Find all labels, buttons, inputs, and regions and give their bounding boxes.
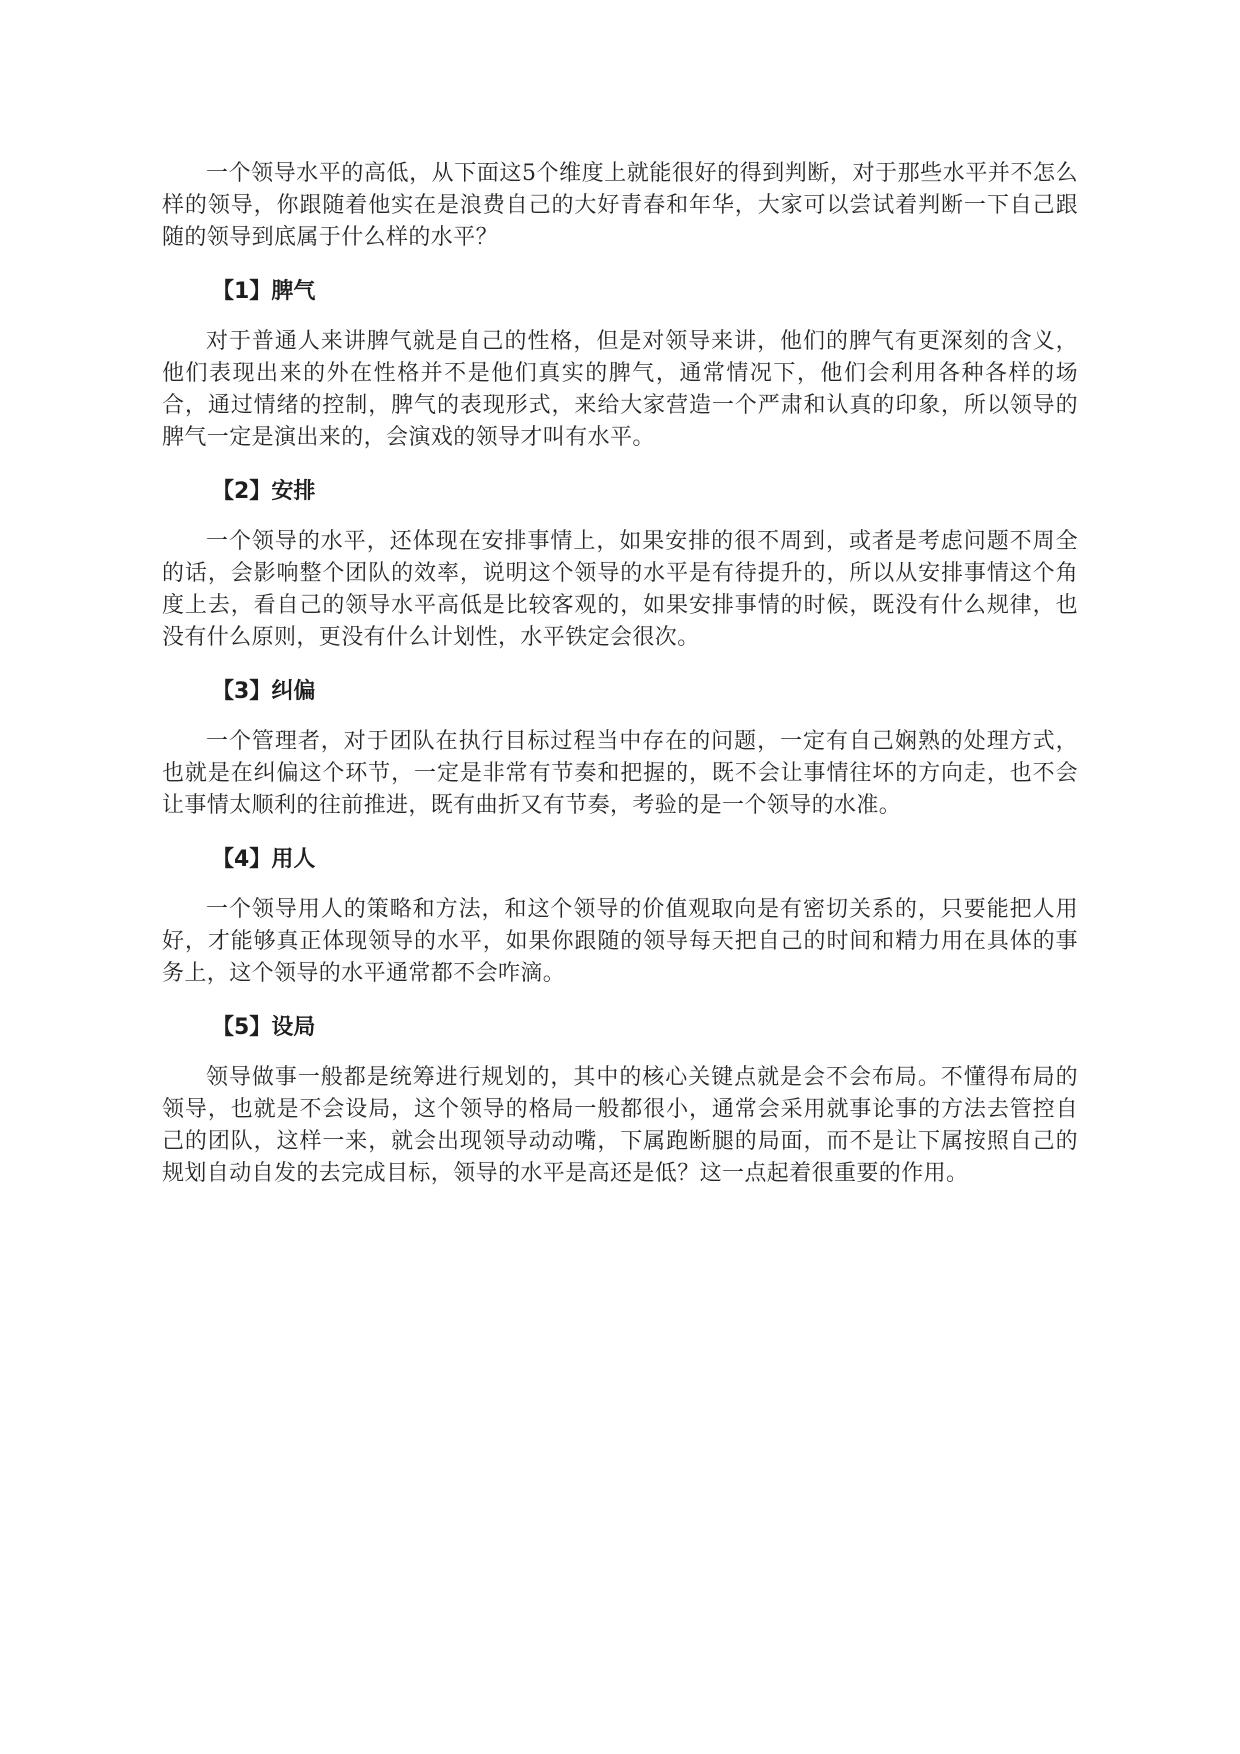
section-number: 【1】 [212,279,272,304]
section-heading-5 [162,1012,1078,1044]
section-title: 纠偏 [271,679,316,704]
section-body-4: 一个领导用人的策略和方法，和这个领导的价值观取向是有密切关系的，只要能把人用好，才能够真正体现领导的水平，如果你跟随的领导每天把自己的时间和精力用在具体的事务上，这个领导的水平通常都不会咋滴。 [162,897,1078,986]
section-heading-2 [162,476,1078,508]
section-body-2: 一个领导的水平，还体现在安排事情上，如果安排的很不周到，或者是考虑问题不周全的话，会影响整个团队的效率，说明这个领导的水平是有待提升的，所以从安排事情这个角度上去，看自己的领导水平高低是比较客观的，如果安排事情的时候，既没有什么规律，也没有什么原则，更没有什么计划性，水平铁定会很次。 [162,529,1078,650]
section-heading-4 [162,844,1078,876]
intro-paragraph: 一个领导水平的高低，从下面这5个维度上就能很好的得到判断，对于那些水平并不怎么样的领导，你跟随着他实在是浪费自己的大好青春和年华，大家可以尝试着判断一下自己跟随的领导到底属于什么样的水平？ [162,161,1078,250]
section-title: 用人 [271,847,316,872]
section-body-5: 领导做事一般都是统筹进行规划的，其中的核心关键点就是会不会布局。不懂得布局的领导，也就是不会设局，这个领导的格局一般都很小，通常会采用就事论事的方法去管控自己的团队，这样一来，就会出现领导动动嘴，下属跑断腿的局面，而不是让下属按照自己的规划自动自发的去完成目标，领导的水平是高还是低？这一点起着很重要的作用。 [162,1065,1078,1186]
section-heading-1 [162,276,1078,308]
section-number: 【4】 [212,847,272,872]
document-page [162,158,1078,1190]
section-body-1: 对于普通人来讲脾气就是自己的性格，但是对领导来讲，他们的脾气有更深刻的含义，他们表现出来的外在性格并不是他们真实的脾气，通常情况下，他们会利用各种各样的场合，通过情绪的控制，脾气的表现形式，来给大家营造一个严肃和认真的印象，所以领导的脾气一定是演出来的，会演戏的领导才叫有水平。 [162,329,1078,450]
section-number: 【3】 [212,679,272,704]
section-body-3: 一个管理者，对于团队在执行目标过程当中存在的问题，一定有自己娴熟的处理方式，也就是在纠偏这个环节，一定是非常有节奏和把握的，既不会让事情往坏的方向走，也不会让事情太顺利的往前推进，既有曲折又有节奏，考验的是一个领导的水准。 [162,729,1078,818]
section-title: 脾气 [271,279,316,304]
section-title: 安排 [271,479,316,504]
section-heading-3 [162,676,1078,708]
section-title: 设局 [271,1015,316,1040]
section-number: 【2】 [212,479,272,504]
section-number: 【5】 [212,1015,272,1040]
